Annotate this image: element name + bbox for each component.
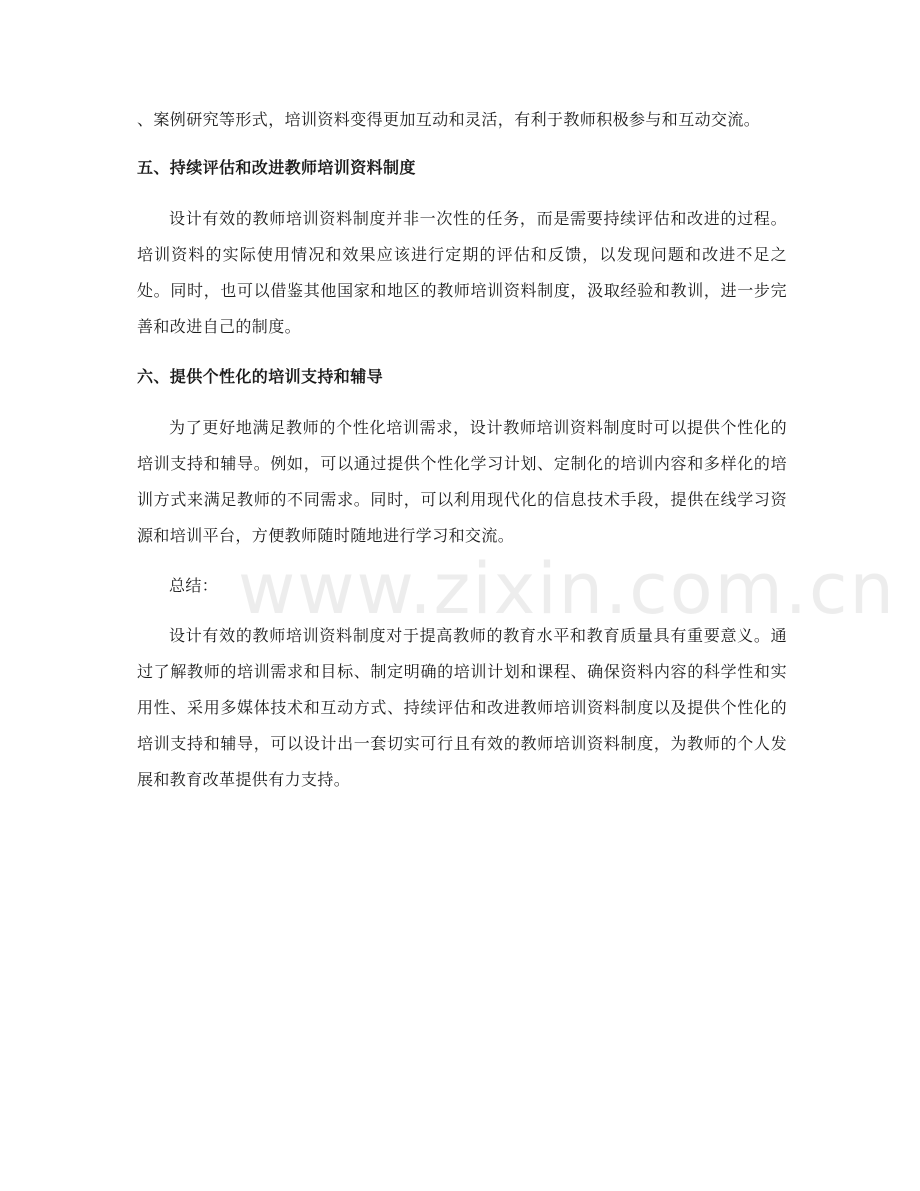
document-body: [137, 102, 787, 812]
paragraph-summary: 设计有效的教师培训资料制度对于提高教师的教育水平和教育质量具有重要意义。通过了解教师的培训需求和目标、制定明确的培训计划和课程、确保资料内容的科学性和实用性、采用多媒体技术和互动方式、持续评估和改进教师培训资料制度以及提供个性化的培训支持和辅导，可以设计出一套切实可行且有效的教师培训资料制度，为教师的个人发展和教育改革提供有力支持。: [137, 626, 787, 789]
watermark-text: www.zixin.com.cn: [238, 548, 896, 630]
section-heading-6: 六、提供个性化的培训支持和辅导: [137, 367, 384, 386]
paragraph-section-5: 设计有效的教师培训资料制度并非一次性的任务，而是需要持续评估和改进的过程。培训资料的实际使用情况和效果应该进行定期的评估和反馈，以发现问题和改进不足之处。同时，也可以借鉴其他国家和地区的教师培训资料制度，汲取经验和教训，进一步完善和改进自己的制度。: [137, 209, 787, 336]
paragraph-section-6: 为了更好地满足教师的个性化培训需求，设计教师培训资料制度时可以提供个性化的培训支持和辅导。例如，可以通过提供个性化学习计划、定制化的培训内容和多样化的培训方式来满足教师的不同需求。同时，可以利用现代化的信息技术手段，提供在线学习资源和培训平台，方便教师随时随地进行学习和交流。: [137, 418, 787, 545]
summary-label: 总结：: [169, 576, 219, 595]
section-heading-5: 五、持续评估和改进教师培训资料制度: [137, 158, 416, 177]
paragraph-continuation: 、案例研究等形式，培训资料变得更加互动和灵活，有利于教师积极参与和互动交流。: [137, 110, 761, 129]
